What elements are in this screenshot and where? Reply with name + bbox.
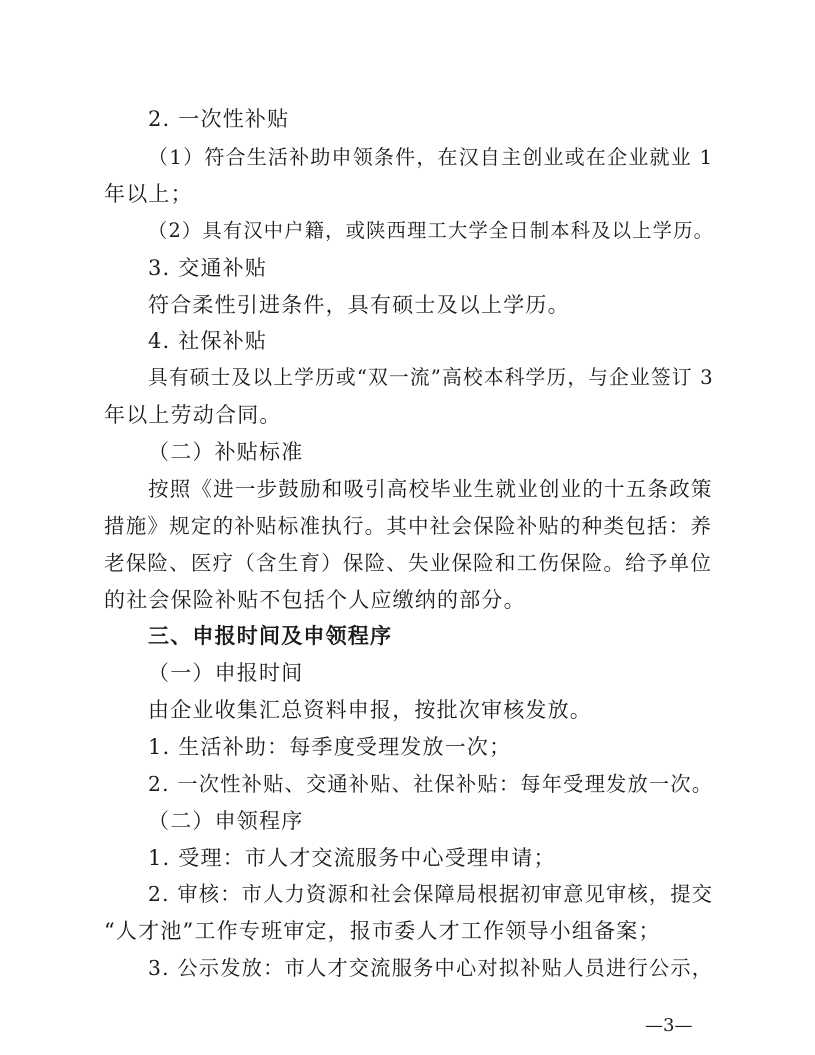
heading-transport-subsidy: 3. 交通补贴 (148, 256, 268, 280)
paragraph-line: 措施》规定的补贴标准执行。其中社会保险补贴的种类包括：养 (104, 514, 713, 538)
heading-one-time-subsidy: 2. 一次性补贴 (148, 107, 290, 131)
paragraph-line: 按照《进一步鼓励和吸引高校毕业生就业创业的十五条政策 (148, 477, 713, 501)
paragraph-line: 年以上； (104, 182, 193, 206)
paragraph-line: （2）具有汉中户籍，或陕西理工大学全日制本科及以上学历。 (148, 219, 715, 242)
paragraph-line: 的社会保险补贴不包括个人应缴纳的部分。 (104, 588, 526, 612)
list-item: 1. 受理：市人才交流服务中心受理申请； (148, 846, 556, 870)
section-heading-application-procedure: 三、申报时间及申领程序 (148, 624, 393, 648)
page-number: —3— (645, 1015, 693, 1036)
paragraph-line: 具有硕士及以上学历或“双一流”高校本科学历，与企业签订 3 (148, 366, 714, 389)
paragraph-line: （1）符合生活补助申领条件，在汉自主创业或在企业就业 1 (148, 145, 714, 169)
list-item: 2. 审核：市人力资源和社会保障局根据初审意见审核，提交 (148, 882, 714, 906)
subheading-application-time: （一）申报时间 (148, 661, 304, 685)
list-item: 1. 生活补助：每季度受理发放一次； (148, 735, 512, 759)
list-item: 3. 公示发放：市人才交流服务中心对拟补贴人员进行公示， (148, 956, 714, 980)
subheading-procedure: （二）申领程序 (148, 809, 304, 833)
paragraph-line: 老保险、医疗（含生育）保险、失业保险和工伤保险。给予单位 (104, 551, 713, 575)
paragraph-line: 年以上劳动合同。 (104, 403, 282, 427)
paragraph-line: 由企业收集汇总资料申报，按批次审核发放。 (148, 698, 592, 722)
heading-social-security-subsidy: 4. 社保补贴 (148, 329, 268, 353)
paragraph-line: 符合柔性引进条件，具有硕士及以上学历。 (148, 293, 570, 317)
list-item: 2. 一次性补贴、交通补贴、社保补贴：每年受理发放一次。 (148, 772, 714, 796)
subheading-subsidy-standard: （二）补贴标准 (148, 440, 304, 464)
paragraph-line: “人才池”工作专班审定，报市委人才工作领导小组备案； (104, 919, 661, 943)
